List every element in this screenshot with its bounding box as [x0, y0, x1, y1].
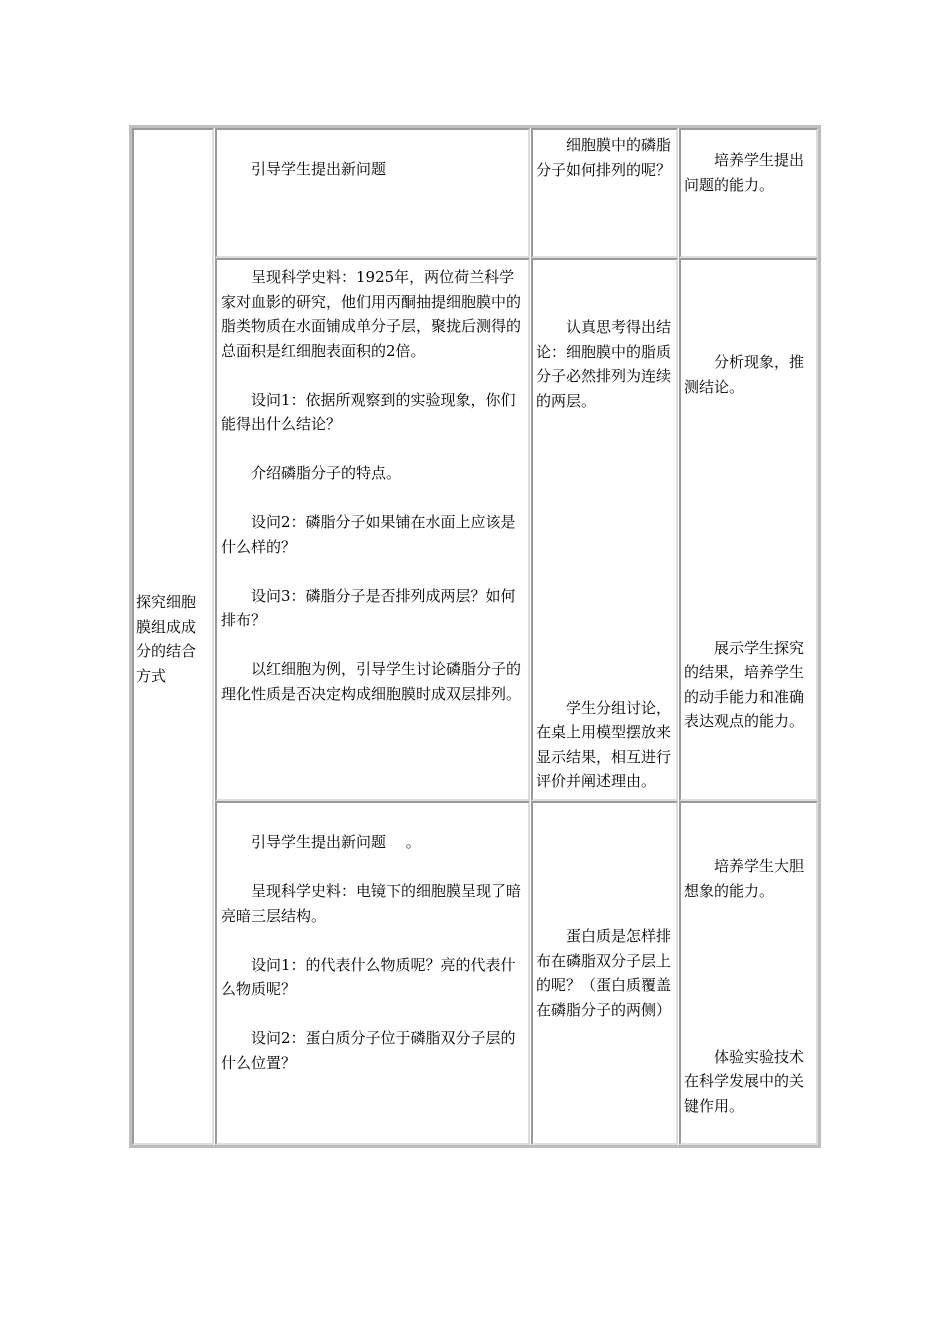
row2-teacher-question3: 设问3：磷脂分子是否排列成两层？如何排布？	[221, 586, 516, 629]
row3-intent-technology: 体验实验技术在科学发展中的关键作用。	[684, 1047, 805, 1115]
row3-teacher-question2: 设问2：蛋白质分子位于磷脂双分子层的什么位置？	[221, 1029, 516, 1072]
row3-teacher-cell	[215, 801, 530, 1145]
row2-intent-display: 展示学生探究的结果，培养学生的动手能力和准确表达观点的能力。	[684, 638, 805, 730]
row3-student-text: 蛋白质是怎样排布在磷脂双分子层上的呢？（蛋白质覆盖在磷脂分子的两侧）	[536, 927, 672, 1019]
row3-teacher-content	[221, 830, 521, 1075]
topic-text: 探究细胞膜组成成分的结合方式	[136, 593, 197, 685]
row1-teacher-cell	[215, 128, 530, 258]
row2-teacher-history: 呈现科学史料：1925年，两位荷兰科学家对血影的研究，他们用丙酮抽提细胞膜中的脂类物质在水面铺成单分子层，聚拢后测得的总面积是红细胞表面积的2倍。	[221, 268, 522, 360]
row3-teacher-history: 呈现科学史料：电镜下的细胞膜呈现了暗亮暗三层结构。	[221, 882, 522, 925]
row2-student-conclusion: 认真思考得出结论：细胞膜中的脂质分子必然排列为连续的两层。	[536, 318, 672, 410]
row2-intent-cell	[679, 258, 818, 801]
row2-teacher-introduce: 介绍磷脂分子的特点。	[251, 464, 402, 482]
row1-intent-cell	[679, 128, 818, 258]
row1-teacher-text: 引导学生提出新问题	[251, 160, 387, 178]
row3-teacher-guide: 引导学生提出新问题 。	[251, 833, 421, 851]
row2-teacher-question2: 设问2：磷脂分子如果铺在水面上应该是什么样的？	[221, 513, 516, 556]
row2-teacher-cell	[215, 258, 530, 801]
row3-intent-imagination: 培养学生大胆想象的能力。	[684, 857, 805, 900]
row2-student-group: 学生分组讨论，在桌上用模型摆放来显示结果，相互进行评价并阐述理由。	[536, 698, 672, 790]
row1-intent-text: 培养学生提出问题的能力。	[684, 151, 805, 194]
topic-cell	[132, 128, 214, 1145]
row2-teacher-discussion: 以红细胞为例，引导学生讨论磷脂分子的理化性质是否决定构成细胞膜时成双层排列。	[221, 660, 522, 703]
row2-teacher-question1: 设问1：依据所观察到的实验现象，你们能得出什么结论？	[221, 390, 516, 433]
row3-student-cell	[531, 801, 678, 1145]
row3-intent-cell	[679, 801, 818, 1145]
row2-student-cell	[531, 258, 678, 801]
row3-teacher-question1: 设问1：的代表什么物质呢？亮的代表什么物质呢？	[221, 955, 516, 998]
row2-teacher-content	[221, 265, 521, 706]
row1-student-cell	[531, 128, 678, 258]
row2-intent-analysis: 分析现象，推测结论。	[684, 353, 805, 396]
row1-student-text: 细胞膜中的磷脂分子如何排列的呢？	[536, 136, 672, 179]
